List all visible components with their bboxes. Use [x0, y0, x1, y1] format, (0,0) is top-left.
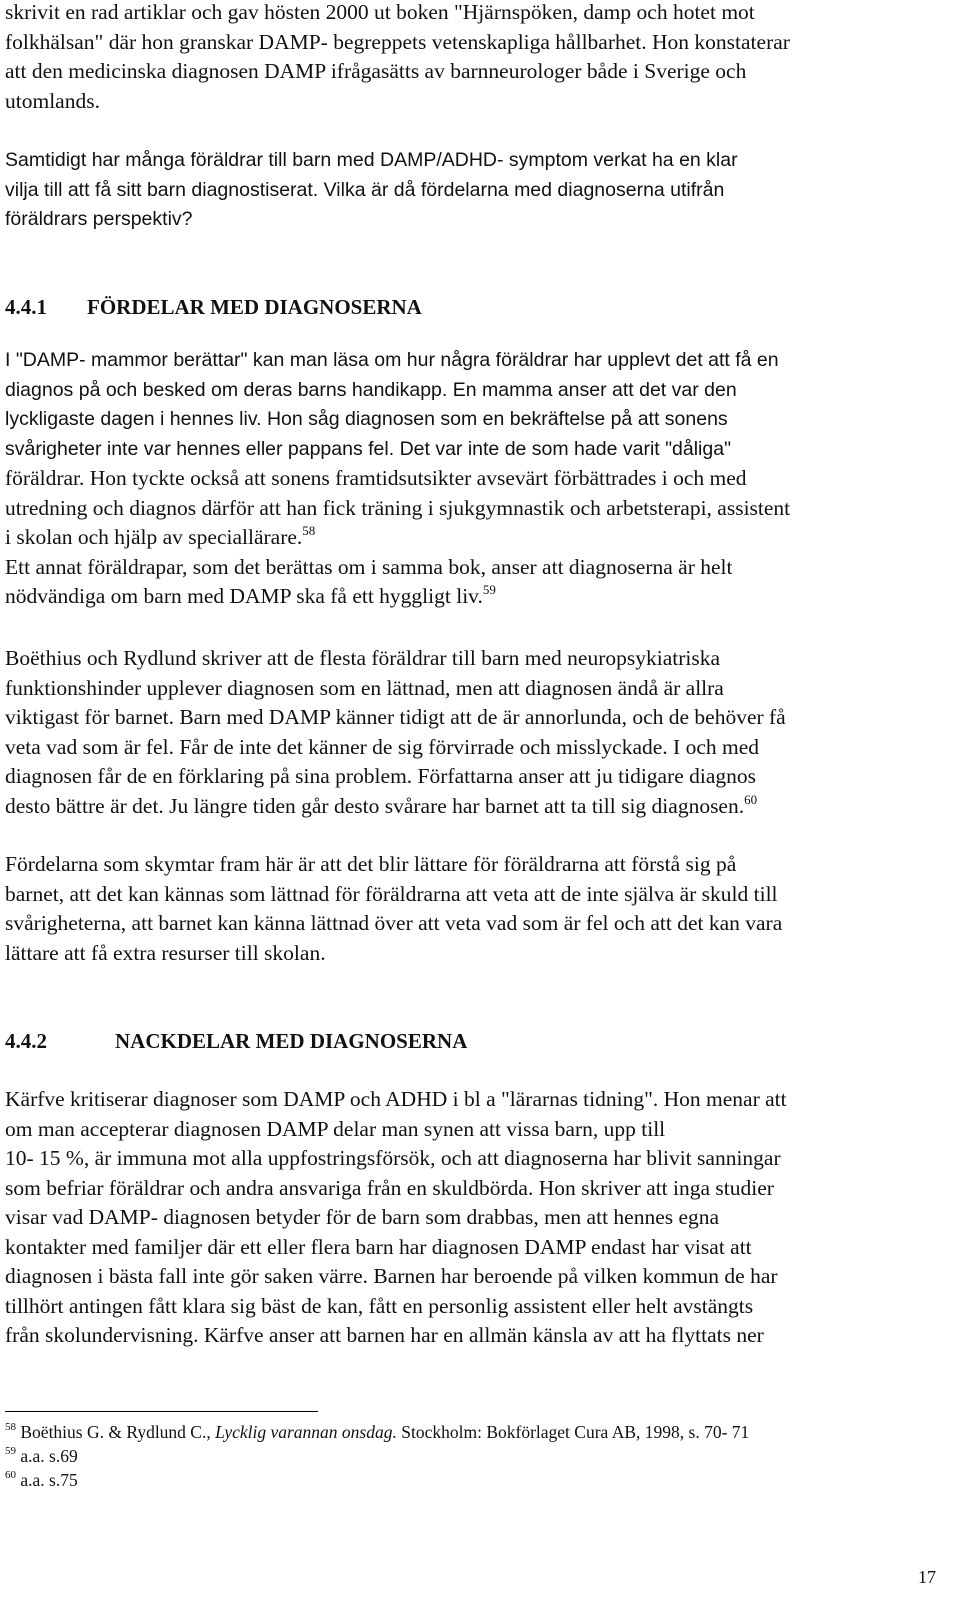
text-line: 10- 15 %, är immuna mot alla uppfostringsförsök, och att diagnoserna har blivit sanningar — [5, 1146, 781, 1170]
section-heading-disadvantages — [5, 1029, 467, 1054]
section-number: 4.4.2 — [5, 1029, 47, 1053]
section-heading-advantages — [5, 295, 422, 320]
text-line: svårigheter inte var hennes eller pappans fel. Det var inte de som hade varit "dåliga" — [5, 437, 732, 460]
text-line: kontakter med familjer där ett eller flera barn har diagnosen DAMP endast har visat att — [5, 1234, 752, 1259]
footnote-ref: 58 — [302, 523, 316, 538]
footnote: $^{58}$ Boëthius G. & Rydlund C., Lycklig varannan onsdag. Stockholm: Bokförlaget Cura AB, 1998, s. 70- 71 — [5, 1421, 750, 1442]
footnote: $^{59}$ a.a. s.69 — [5, 1445, 78, 1466]
text-line: vilja till att få sitt barn diagnostiserat. Vilka är då fördelarna med diagnoserna utifrån — [5, 178, 725, 201]
text-line: I "DAMP- mammor berättar" kan man läsa om hur några föräldrar har upplevt det att få en — [5, 349, 779, 371]
text-line: Boëthius och Rydlund skriver att de flesta föräldrar till barn med neuropsykiatriska — [5, 646, 721, 670]
text-line: från skolundervisning. Kärfve anser att barnen har en allmän känsla av att ha flyttats ner — [5, 1323, 764, 1347]
text-line: att den medicinska diagnosen DAMP ifrågasätts av barnneurologer både i Sverige och — [5, 59, 747, 83]
text-line: barnet, att det kan kännas som lättnad för föräldrarna att veta att de inte själva är skuld till — [5, 881, 778, 906]
text-line: föräldrar. Hon tyckte också att sonens framtidsutsikter avsevärt förbättrades i och med — [5, 466, 747, 490]
footnote-number: 58 — [5, 1421, 16, 1433]
footnote-ref: 59 — [482, 582, 496, 597]
paragraph-summary — [5, 850, 955, 968]
text-line: folkhälsan" där hon granskar DAMP- begreppets vetenskapliga hållbarhet. Hon konstaterar — [5, 29, 790, 54]
text-line: veta vad som är fel. Får de inte det känner de sig förvirrade och misslyckade. I och med — [5, 734, 760, 759]
paragraph-damp-mothers — [5, 346, 955, 464]
text-line: visar vad DAMP- diagnosen betyder för de barn som drabbas, men att hennes egna — [5, 1205, 720, 1229]
text-line: svårigheterna, att barnet kan känna lättnad över att veta vad som är fel och att det kan vara — [5, 911, 783, 935]
paragraph-intro — [5, 0, 955, 116]
text-line: som befriar föräldrar och andra ansvariga från en skuldbörda. Hon skriver att inga studier — [5, 1175, 774, 1200]
paragraph-boethius — [5, 644, 955, 821]
paragraph-question — [5, 146, 955, 235]
text-line: föräldrars perspektiv? — [5, 208, 193, 230]
text-line: funktionshinder upplever diagnosen som en lättnad, men att diagnosen ändå är allra — [5, 675, 724, 700]
text-line: diagnosen får de en förklaring på sina problem. Författarna anser att ju tidigare diagnos — [5, 764, 757, 788]
text-line: nödvändiga om barn med DAMP ska få ett hyggligt liv.$^{59}$ — [5, 582, 496, 608]
text-line: diagnosen i bästa fall inte gör saken värre. Barnen har beroende på vilken kommun de har — [5, 1264, 778, 1288]
text-line: lättare att få extra resurser till skolan. — [5, 940, 326, 965]
text-line: tillhört antingen fått klara sig bäst de kan, fått en personlig assistent eller helt avstängts — [5, 1293, 754, 1318]
text-line: Ett annat föräldrapar, som det berättas om i samma bok, anser att diagnoserna är helt — [5, 554, 733, 579]
page-number: 17 — [918, 1567, 936, 1587]
section-number: 4.4.1 — [5, 295, 47, 319]
text-line: om man accepterar diagnosen DAMP delar man synen att vissa barn, upp till — [5, 1116, 666, 1141]
footnote-ref: 60 — [744, 791, 758, 807]
text-line: lyckligaste dagen i hennes liv. Hon såg diagnosen som en bekräftelse på att sonens — [5, 408, 728, 430]
text-line: Fördelarna som skymtar fram här är att det blir lättare för föräldrarna att förstå sig på — [5, 852, 737, 876]
text-line: i skolan och hjälp av speciallärare.$^{58}$ — [5, 523, 316, 549]
section-title: NACKDELAR MED DIAGNOSERNA — [115, 1029, 468, 1053]
text-line: utredning och diagnos därför att han fick träning i sjukgymnastik och arbetsterapi, assistent — [5, 495, 791, 520]
footnote-number: 60 — [5, 1469, 16, 1481]
text-line: desto bättre är det. Ju längre tiden går desto svårare har barnet att ta till sig diagnosen.$^{60}$ — [5, 791, 758, 818]
footnote: $^{60}$ a.a. s.75 — [5, 1469, 78, 1490]
footnote-number: 59 — [5, 1445, 16, 1457]
text-line: utomlands. — [5, 88, 100, 113]
text-line: diagnos på och besked om deras barns handikapp. En mamma anser att det var den — [5, 378, 737, 401]
text-line: viktigast för barnet. Barn med DAMP känner tidigt att de är annorlunda, och de behöver få — [5, 705, 786, 729]
footnote-divider — [5, 1411, 318, 1412]
paragraph-karfve — [5, 1085, 955, 1351]
text-line: skrivit en rad artiklar och gav hösten 2000 ut boken "Hjärnspöken, damp och hotet mot — [5, 0, 755, 24]
text-line: Samtidigt har många föräldrar till barn med DAMP/ADHD- symptom verkat ha en klar — [5, 149, 738, 171]
section-title: FÖRDELAR MED DIAGNOSERNA — [87, 295, 422, 319]
paragraph-damp-mothers-cont — [5, 464, 955, 612]
text-line: Kärfve kritiserar diagnoser som DAMP och ADHD i bl a "lärarnas tidning". Hon menar att — [5, 1087, 787, 1111]
